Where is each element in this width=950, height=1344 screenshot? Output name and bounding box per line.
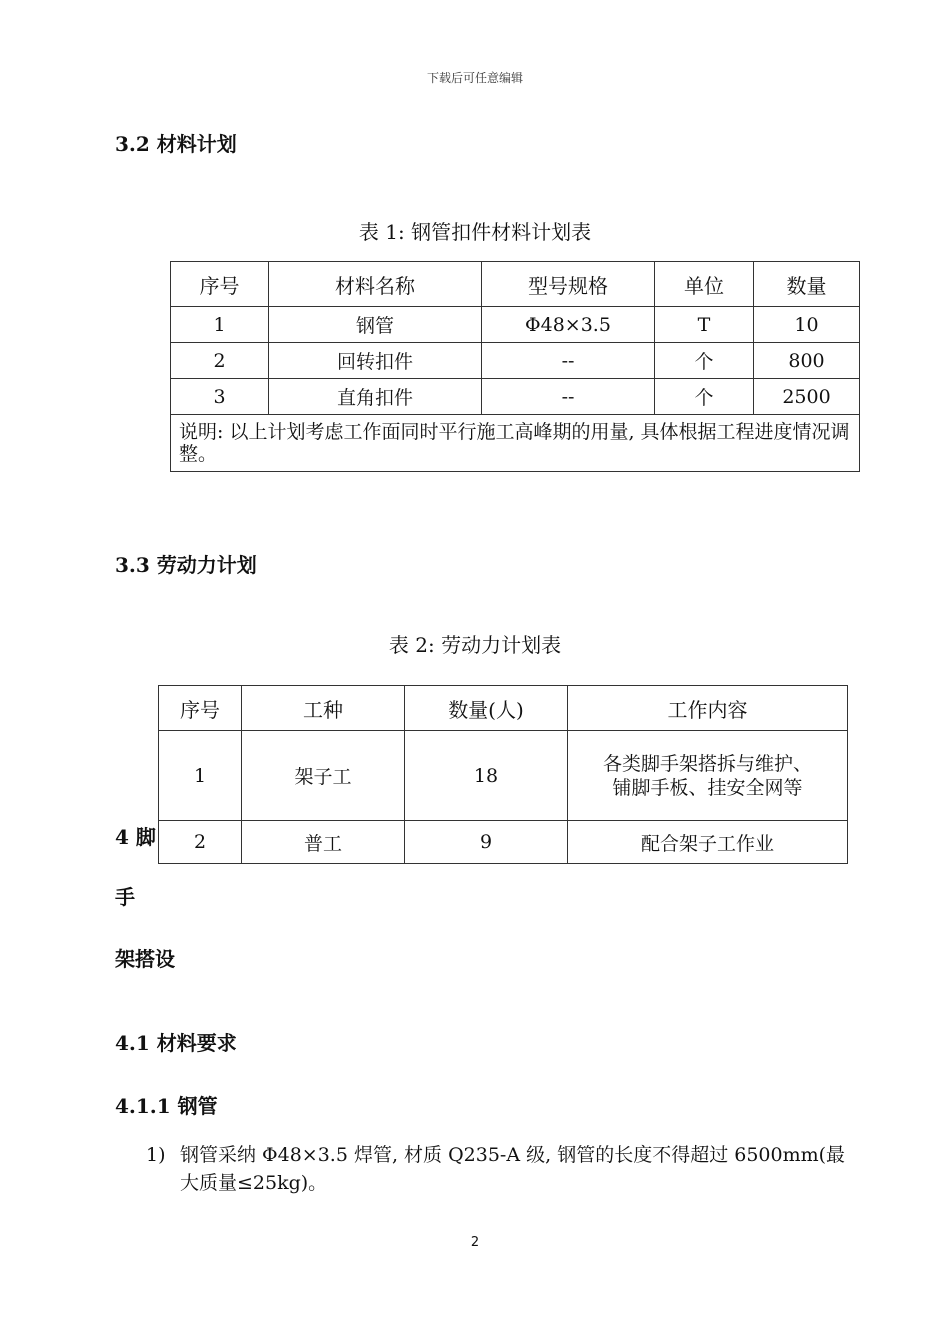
header-cell: 数量 — [754, 262, 860, 307]
section-4-title-part2: 手 — [115, 885, 135, 909]
table-cell: 个 — [655, 343, 754, 379]
table-cell: 直角扣件 — [269, 379, 482, 415]
section-3-2-title: 3.2 材料计划 — [115, 132, 237, 156]
table-cell: T — [655, 307, 754, 343]
section-3-3-title: 3.3 劳动力计划 — [115, 553, 257, 577]
table-header-row — [159, 686, 848, 731]
table-row — [171, 307, 860, 343]
section-4-1-1-title: 4.1.1 钢管 — [115, 1094, 218, 1118]
table-cell: 2 — [171, 343, 269, 379]
table-cell: 架子工 — [242, 731, 405, 821]
header-cell: 材料名称 — [269, 262, 482, 307]
material-plan-table — [170, 261, 860, 472]
header-cell: 数量(人) — [405, 686, 568, 731]
table-cell: 钢管 — [269, 307, 482, 343]
table-cell: 2500 — [754, 379, 860, 415]
table-cell: 18 — [405, 731, 568, 821]
table1-caption: 表 1: 钢管扣件材料计划表 — [358, 220, 592, 244]
table-cell: -- — [482, 343, 655, 379]
header-cell: 型号规格 — [482, 262, 655, 307]
header-cell: 序号 — [171, 262, 269, 307]
header-cell: 工种 — [242, 686, 405, 731]
table-cell: 普工 — [242, 821, 405, 864]
table-row — [171, 379, 860, 415]
table-note-row — [171, 415, 860, 472]
section-4-title-part1: 4 脚 — [115, 825, 156, 849]
para1-text: 钢管采纳 Φ48×3.5 焊管, 材质 Q235-A 级, 钢管的长度不得超过 6500mm(最大质量≤25kg)。 — [180, 1144, 846, 1194]
table-cell: 3 — [171, 379, 269, 415]
table-cell: 800 — [754, 343, 860, 379]
section-4-title-part3: 架搭设 — [115, 947, 175, 971]
table-cell: 2 — [159, 821, 242, 864]
para1-number: 1) — [146, 1144, 166, 1166]
table-row — [159, 731, 848, 821]
table-cell: 10 — [754, 307, 860, 343]
page-header: 下载后可任意编辑 — [426, 71, 523, 85]
table-cell: 各类脚手架搭拆与维护、铺脚手板、挂安全网等 — [568, 731, 848, 821]
table-note: 说明: 以上计划考虑工作面同时平行施工高峰期的用量, 具体根据工程进度情况调整。 — [171, 415, 860, 472]
table-cell: 1 — [171, 307, 269, 343]
table-row — [159, 821, 848, 864]
table-row — [171, 343, 860, 379]
table-cell: 个 — [655, 379, 754, 415]
table-cell: 配合架子工作业 — [568, 821, 848, 864]
header-cell: 序号 — [159, 686, 242, 731]
table-cell: 回转扣件 — [269, 343, 482, 379]
section-4-1-title: 4.1 材料要求 — [115, 1031, 237, 1055]
labor-plan-table — [158, 685, 848, 864]
table2-caption: 表 2: 劳动力计划表 — [388, 633, 562, 657]
header-cell: 工作内容 — [568, 686, 848, 731]
table-header-row — [171, 262, 860, 307]
table-cell: 9 — [405, 821, 568, 864]
header-cell: 单位 — [655, 262, 754, 307]
table-cell: -- — [482, 379, 655, 415]
table-cell: Φ48×3.5 — [482, 307, 655, 343]
page-number: 2 — [470, 1235, 480, 1250]
table-cell: 1 — [159, 731, 242, 821]
